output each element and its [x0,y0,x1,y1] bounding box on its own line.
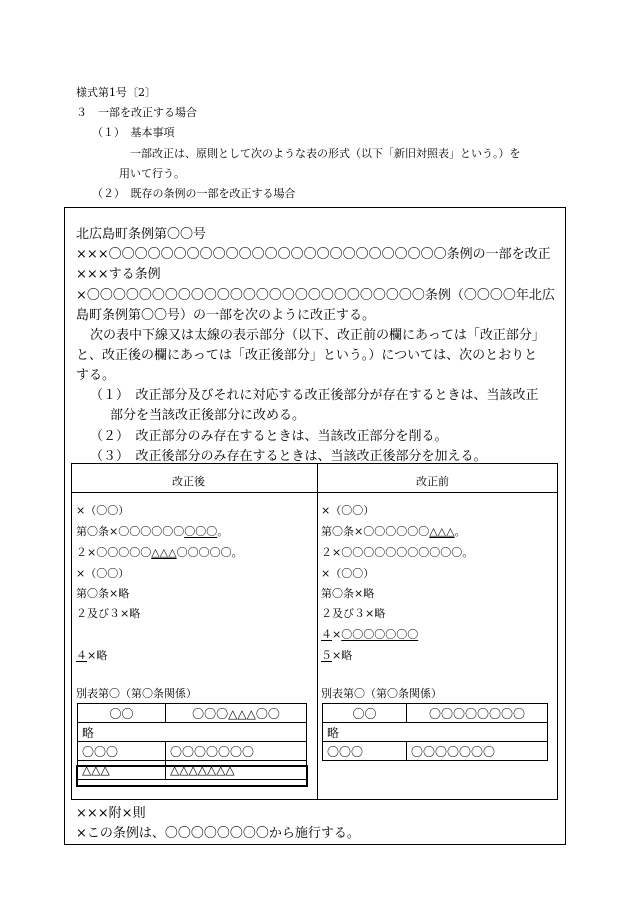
table-row [78,723,307,742]
table-cell: △△△ [78,761,166,780]
table-row [78,704,307,723]
before-line3: ２×〇〇〇〇〇〇〇〇〇〇〇。 [321,546,474,559]
item1-text-line1: 一部改正は、原則として次のような表の形式（以下「新旧対照表」という。）を [130,147,521,160]
table-cell: 〇〇〇〇〇〇〇〇 [407,704,548,723]
body-line3: する。 [76,368,116,383]
before-line6: ２及び３×略 [321,607,386,620]
preamble-line1: ×〇〇〇〇〇〇〇〇〇〇〇〇〇〇〇〇〇〇〇〇〇〇〇〇〇〇条例（〇〇〇〇年北広 [76,288,555,303]
thick-border-row [76,765,308,787]
before-line4: ×（〇〇） [321,567,375,580]
ordinance-number: 北広島町条例第〇〇号 [76,227,207,242]
after-line3: ２×〇〇〇〇〇△△△〇〇〇〇〇。 [76,546,243,559]
table-cell: 〇〇〇 [78,742,166,761]
column-divider [317,464,318,799]
table-cell: 略 [78,723,307,742]
table-cell: 〇〇 [323,704,407,723]
rule1-line1: （１） 改正部分及びそれに対応する改正後部分が存在するときは、当該改正 [90,388,539,403]
after-line1: ×（〇〇） [76,504,130,517]
body-line2: と、改正後の欄にあっては「改正後部分」という。）については、次のとおりと [76,348,538,363]
after-line6: ２及び３×略 [76,607,141,620]
header-divider [72,492,557,493]
table-row [78,742,307,761]
after-table-title: 別表第〇（第〇条関係） [76,687,197,700]
item1-text-line2: 用いて行う。 [119,167,185,180]
before-table-title: 別表第〇（第〇条関係） [321,687,442,700]
section-heading: ３ 一部を改正する場合 [76,106,197,119]
after-line4: ×（〇〇） [76,567,130,580]
ordinance-title-line1: ×××〇〇〇〇〇〇〇〇〇〇〇〇〇〇〇〇〇〇〇〇〇〇〇〇〇〇条例の一部を改正 [76,247,551,262]
table-cell: 〇〇〇 [323,742,407,761]
item2-heading: （２） 既存の条例の一部を改正する場合 [92,187,296,200]
table-row [323,704,548,723]
after-line5: 第〇条×略 [76,587,130,600]
form-label: 様式第1号〔2〕 [76,86,156,99]
rule3: （３） 改正後部分のみ存在するときは、当該改正後部分を加える。 [90,449,487,464]
supplementary-title: ×××附×則 [76,806,146,821]
table-cell: △△△△△△△ [166,761,307,780]
before-appendix-table [322,703,548,761]
after-line2: 第〇条×〇〇〇〇〇〇〇〇〇。 [76,525,229,538]
before-line1: ×（〇〇） [321,504,375,517]
before-column-header: 改正前 [416,475,449,488]
rule1-line2: 部分を当該改正後部分に改める。 [110,408,306,423]
table-cell: 〇〇〇〇〇〇〇 [166,742,307,761]
before-line5: 第〇条×略 [321,587,375,600]
rule2: （２） 改正部分のみ存在するときは、当該改正部分を削る。 [90,429,448,444]
table-cell: 〇〇〇△△△〇〇 [166,704,307,723]
before-line8: ５×略 [321,649,353,662]
body-line1: 次の表中下線又は太線の表示部分（以下、改正前の欄にあっては「改正部分」 [90,328,545,343]
preamble-line2: 島町条例第〇〇号）の一部を次のように改正する。 [76,308,376,323]
ordinance-title-line2: ×××する条例 [76,267,161,282]
item1-heading: （１） 基本事項 [92,126,175,139]
table-row [323,723,548,742]
before-line7: ４×〇〇〇〇〇〇〇 [321,628,419,641]
after-line7: ４×略 [76,649,108,662]
table-cell: 〇〇〇〇〇〇〇 [407,742,548,761]
before-line2: 第〇条×〇〇〇〇〇〇△△△。 [321,525,466,538]
after-column-header: 改正後 [172,475,205,488]
table-cell: 略 [323,723,548,742]
table-cell: 〇〇 [78,704,166,723]
table-row [323,742,548,761]
supplementary-text: ×この条例は、〇〇〇〇〇〇〇〇から施行する。 [76,826,360,841]
